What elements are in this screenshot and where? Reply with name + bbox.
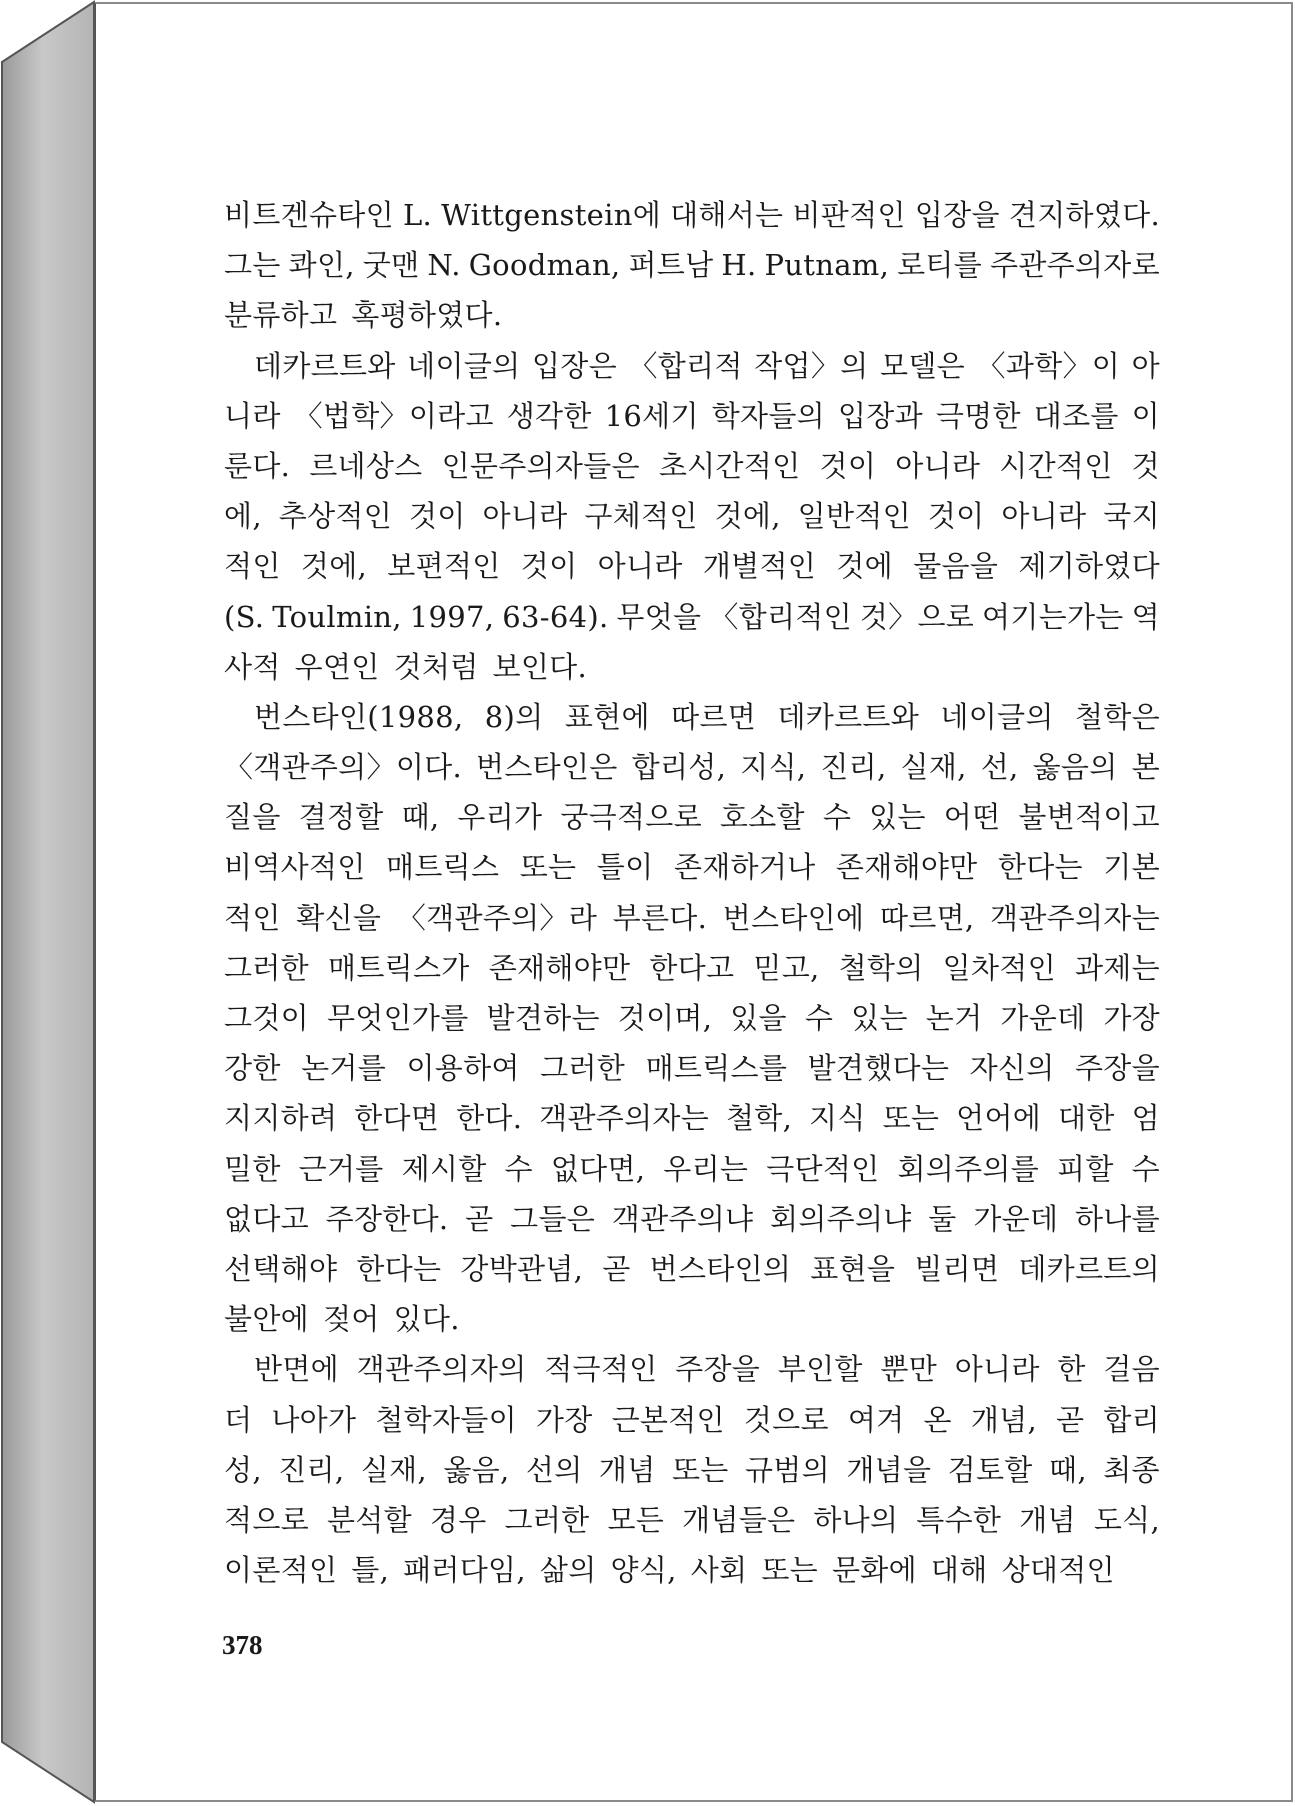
word: (S. [224, 599, 265, 634]
word: 없다면, [550, 1151, 646, 1186]
word: 철학의 [838, 950, 924, 985]
word: 논거를 [301, 1051, 387, 1086]
word: 따르면 [671, 699, 757, 734]
word: 부른다. [612, 900, 708, 935]
text-line [224, 441, 1160, 491]
word: L. [402, 198, 433, 232]
text-line [224, 1043, 1160, 1093]
book-spine-edge [0, 0, 98, 1806]
word: 주장을 [675, 1352, 761, 1387]
word: 룬다. [224, 448, 291, 483]
paragraph [224, 341, 1160, 692]
word: 적인 [224, 900, 281, 935]
paragraph [224, 692, 1160, 1344]
word: 네이글의 [407, 348, 521, 383]
word: 콰인, [288, 248, 355, 283]
word: 일차적인 [942, 950, 1056, 985]
word: 피할 [1057, 1151, 1114, 1186]
text-line [224, 290, 1160, 340]
word: 선택해야 [224, 1251, 338, 1286]
word: 또는 [519, 850, 577, 885]
word: 틀이 [596, 850, 654, 885]
word: 개념, [970, 1402, 1037, 1437]
word: 〈객관주의〉이다. [224, 750, 463, 785]
word: 비판적인 [792, 198, 906, 232]
word: 곧 [465, 1201, 494, 1236]
word: 것이 [927, 499, 985, 534]
word: 주장한다. [325, 1201, 449, 1236]
word: 반면에 [254, 1352, 339, 1387]
text-line [224, 1545, 1160, 1595]
word: Wittgenstein에 [441, 198, 662, 232]
word: 비트겐슈타인 [224, 198, 394, 232]
word: 사회 [690, 1553, 748, 1588]
word: 그들은 [510, 1201, 596, 1236]
word: 것으로 [743, 1402, 829, 1437]
word: H. [721, 248, 757, 283]
word: 분류하고 [224, 298, 338, 333]
word: 우리가 [457, 800, 543, 835]
word: 매트릭스 [386, 850, 500, 885]
word: 시간적인 [999, 448, 1113, 483]
text-line [224, 1344, 1160, 1394]
word: 개별적인 [702, 549, 817, 584]
word: 니라 [224, 398, 281, 433]
word: 모든 [607, 1502, 665, 1537]
word: 가장 [535, 1402, 593, 1437]
word: 입장을 [914, 198, 1000, 232]
word: 가운데 [1000, 1001, 1086, 1035]
word: 존재해야만 [488, 950, 631, 985]
word: 극명한 [935, 398, 1021, 433]
text-line [224, 1093, 1160, 1143]
text-line [224, 1395, 1160, 1445]
word: 적으로 [224, 1502, 309, 1537]
word: 따르면, [879, 900, 975, 935]
word: 규범의 [744, 1452, 830, 1487]
word: 에, [224, 499, 262, 534]
word: 가운데 [973, 1201, 1059, 1236]
word: 강한 [224, 1051, 281, 1086]
word: 대조를 [1033, 398, 1119, 433]
text-line [224, 1445, 1160, 1495]
word: 여기는가는 [982, 599, 1124, 634]
word: 인문주의자들은 [441, 448, 640, 483]
word: 틀, [351, 1553, 390, 1588]
word: 개념을 [846, 1452, 932, 1487]
word: 구체적인 [584, 499, 698, 534]
page-number: 378 [222, 1630, 263, 1660]
word: 사적 [224, 649, 281, 684]
text-line [224, 642, 1160, 692]
word: 뿐만 [880, 1352, 938, 1387]
text-line [224, 792, 1160, 842]
word: 곧 [602, 1251, 631, 1286]
word: 네이글의 [940, 699, 1054, 734]
word: Toulmin, [272, 599, 402, 634]
word: 로티를 [897, 248, 983, 283]
word: 질을 [224, 800, 281, 835]
text-line [224, 742, 1160, 792]
word: 하나의 [813, 1502, 899, 1537]
text-line [224, 1194, 1160, 1244]
word: 제기하였다 [1018, 549, 1160, 584]
word: 63-64). [502, 599, 609, 634]
word: 번스타인은 [476, 750, 618, 785]
word: 아니라 [1001, 499, 1087, 534]
word: 본 [1131, 750, 1160, 785]
word: 합리성, [631, 750, 727, 785]
word: 매트릭스가 [328, 950, 470, 985]
word: 매트릭스를 [645, 1051, 788, 1086]
word: 어떤 [943, 800, 1001, 835]
word: 철학자들이 [375, 1402, 517, 1437]
paragraph [224, 190, 1160, 341]
word: 것이 [408, 499, 466, 534]
word: N. [427, 248, 461, 283]
word: 〈과학〉이 [976, 348, 1121, 383]
word: 것이며, [617, 1001, 713, 1035]
word: 젖어 [322, 1302, 380, 1337]
word: 발견하는 [486, 1001, 600, 1035]
word: 한다고 [649, 950, 735, 985]
word: 퍼트남 [628, 248, 714, 283]
word: 개념들은 [682, 1502, 796, 1537]
word: 도식, [1093, 1502, 1160, 1537]
word: 부인할 [777, 1352, 863, 1387]
word: 엄 [1131, 1101, 1160, 1136]
text-line [224, 1244, 1160, 1294]
word: 수 [1131, 1151, 1160, 1186]
word: 혹평하였다. [351, 298, 503, 333]
word: 회의주의냐 [770, 1201, 912, 1236]
word: 국지 [1103, 499, 1160, 534]
word: 무엇을 [616, 599, 702, 634]
word: 개념 [1019, 1502, 1076, 1537]
word: 그러한 [540, 1051, 626, 1086]
word: 실재, [360, 1452, 427, 1487]
word: 표현에 [564, 699, 650, 734]
word: 또는 [761, 1553, 818, 1588]
word: 객관주의자는 [990, 900, 1160, 935]
word: 이용하여 [406, 1051, 520, 1086]
word: 나아가 [271, 1402, 357, 1437]
word: 상대적인 [1001, 1553, 1115, 1588]
text-line [224, 943, 1160, 993]
word: 기본 [1103, 850, 1160, 885]
word: 옳음의 [1032, 750, 1118, 785]
word: 밀한 [224, 1151, 281, 1186]
word: 또는 [882, 1101, 940, 1136]
word: 것에, [300, 549, 368, 584]
word: 옳음, [443, 1452, 510, 1487]
word: 존재해야만 [835, 850, 978, 885]
word: 한다면 [354, 1101, 440, 1136]
word: 개념 [598, 1452, 656, 1487]
word: 르네상스 [309, 448, 423, 483]
word: 궁극적으로 [560, 800, 702, 835]
word: 주장을 [1074, 1051, 1160, 1086]
word: 수 [804, 1001, 834, 1035]
word: 양식, [610, 1553, 677, 1588]
word: 존재하거나 [673, 850, 816, 885]
word: 번스타인에 [722, 900, 865, 935]
word: 아니라 [597, 549, 683, 584]
word: 가장 [1103, 1001, 1160, 1035]
word: 작업〉의 [754, 348, 869, 383]
word: 보인다. [492, 649, 588, 684]
word: 비역사적인 [224, 850, 366, 885]
word: 패러다임, [403, 1553, 526, 1588]
word: 〈합리적 [628, 348, 743, 383]
word: 모델은 [880, 348, 965, 383]
word: 것이 [520, 549, 578, 584]
word: 온 [923, 1402, 952, 1437]
text-line [224, 541, 1160, 591]
text-line [224, 190, 1160, 240]
text-line [224, 341, 1160, 391]
word: 아니라 [954, 1352, 1040, 1387]
word: 지식 [809, 1101, 866, 1136]
word: 자신의 [969, 1051, 1055, 1086]
word: 있는 [851, 1001, 908, 1035]
word: 있는 [869, 800, 926, 835]
word: 극단적인 [766, 1151, 880, 1186]
word: 더 [224, 1402, 253, 1437]
word: 실재, [900, 750, 967, 785]
text-line [224, 993, 1160, 1043]
word: 선, [980, 750, 1019, 785]
word: 것〉으로 [859, 599, 975, 634]
word: 적극적인 [544, 1352, 658, 1387]
word: 그러한 [504, 1502, 590, 1537]
text-line [224, 391, 1160, 441]
word: 견지하였다. [1008, 198, 1160, 232]
word: 선의 [525, 1452, 583, 1487]
word: 발견했다는 [807, 1051, 950, 1086]
word: 무엇인가를 [326, 1001, 469, 1035]
text-line [224, 491, 1160, 541]
word: 한 [1057, 1352, 1086, 1387]
word: 여겨 [847, 1402, 905, 1437]
word: 우연인 [294, 649, 380, 684]
word: 아니라 [895, 448, 981, 483]
word: 지식, [740, 750, 807, 785]
word: 굿맨 [362, 248, 420, 283]
word: 한다는 [356, 1251, 442, 1286]
word: 역 [1131, 599, 1160, 634]
word: 일반적인 [797, 499, 911, 534]
word: 16세기 [604, 398, 699, 433]
word: 근거를 [298, 1151, 384, 1186]
word: 수 [504, 1151, 533, 1186]
word: 것이 [819, 448, 877, 483]
word: 문화에 [831, 1553, 917, 1588]
word: 언어에 [956, 1101, 1042, 1136]
text-line [224, 1294, 1160, 1344]
word: 둘 [928, 1201, 957, 1236]
word: 아 [1131, 348, 1160, 383]
word: 객관주의자의 [356, 1352, 527, 1387]
word: 분석할 [326, 1502, 412, 1537]
word: 데카르트와 [254, 348, 396, 383]
word: 주관주의자로 [990, 248, 1160, 283]
word: 삶의 [539, 1553, 597, 1588]
word: 경우 [429, 1502, 487, 1537]
word: 빌리면 [914, 1251, 1000, 1286]
word: 표현을 [810, 1251, 896, 1286]
word: 것에, [714, 499, 781, 534]
word: 있다. [393, 1302, 460, 1337]
word: 근본적인 [611, 1402, 725, 1437]
word: 1997, [409, 599, 495, 634]
word: 것에 [836, 549, 893, 584]
word: 검토할 [947, 1452, 1033, 1487]
word: 논거 [925, 1001, 983, 1035]
word: 8)의 [484, 699, 544, 734]
word: 걸음 [1103, 1352, 1160, 1387]
word: 또는 [671, 1452, 729, 1487]
paragraph [224, 1344, 1160, 1595]
word: 합리 [1103, 1402, 1160, 1437]
word: 입장은 [531, 348, 617, 383]
word: 특수한 [916, 1502, 1002, 1537]
word: 하나를 [1074, 1201, 1160, 1236]
word: 대해서는 [670, 198, 784, 232]
word: 〈합리적인 [709, 599, 852, 634]
word: 것 [1131, 448, 1160, 483]
word: 그것이 [224, 1001, 309, 1035]
word: 회의주의를 [897, 1151, 1040, 1186]
word: 때, [1049, 1452, 1087, 1487]
word: 아니라 [482, 499, 568, 534]
word: 최종 [1103, 1452, 1160, 1487]
word: 그러한 [224, 950, 309, 985]
text-line [224, 592, 1160, 642]
word: 진리, [278, 1452, 345, 1487]
word: 객관주의자는 [539, 1101, 710, 1136]
word: 진리, [820, 750, 887, 785]
word: 철학은 [1075, 699, 1160, 734]
text-line [224, 240, 1160, 290]
word: 강박관념, [460, 1251, 584, 1286]
word: 이 [1131, 398, 1160, 433]
word: 입장과 [837, 398, 923, 433]
word: 성, [224, 1452, 262, 1487]
word: 때, [401, 800, 440, 835]
word: 보편적인 [387, 549, 501, 584]
word: 생각한 [506, 398, 592, 433]
word: 초시간적인 [658, 448, 801, 483]
word: 것처럼 [393, 649, 479, 684]
word: 결정할 [298, 800, 384, 835]
word: 〈법학〉이라고 [293, 398, 494, 433]
word: 추상적인 [278, 499, 393, 534]
word: 수 [822, 800, 852, 835]
body-text [224, 190, 1160, 1595]
word: 데카르트의 [1018, 1251, 1160, 1286]
word: 믿고, [753, 950, 820, 985]
word: 지지하려 [224, 1101, 338, 1136]
word: 이론적인 [224, 1553, 338, 1588]
word: 철학, [725, 1101, 793, 1136]
word: 불변적이고 [1018, 800, 1160, 835]
word: 한다는 [997, 850, 1083, 885]
word: 대한 [1058, 1101, 1115, 1136]
text-line [224, 1495, 1160, 1545]
text-line [224, 893, 1160, 943]
word: 번스타인(1988, [254, 699, 464, 734]
word: 적인 [224, 549, 281, 584]
text-line [224, 692, 1160, 742]
word: 확신을 [296, 900, 382, 935]
word: 번스타인의 [649, 1251, 792, 1286]
text-line [224, 1144, 1160, 1194]
text-line [224, 842, 1160, 892]
word: 과제는 [1074, 950, 1160, 985]
word: 객관주의냐 [611, 1201, 754, 1236]
word: 한다. [456, 1101, 523, 1136]
word: 그는 [224, 248, 281, 283]
word: 대해 [930, 1553, 988, 1588]
word: 호소할 [719, 800, 805, 835]
word: 제시할 [401, 1151, 487, 1186]
word: 있을 [730, 1001, 787, 1035]
word: 없다고 [224, 1201, 309, 1236]
word: 곧 [1055, 1402, 1085, 1437]
word: Putnam, [764, 248, 890, 283]
word: 〈객관주의〉라 [396, 900, 598, 935]
word: Goodman, [468, 248, 621, 283]
word: 물음을 [913, 549, 999, 584]
word: 불안에 [224, 1302, 309, 1337]
word: 학자들의 [711, 398, 825, 433]
word: 우리는 [663, 1151, 749, 1186]
word: 데카르트와 [777, 699, 920, 734]
